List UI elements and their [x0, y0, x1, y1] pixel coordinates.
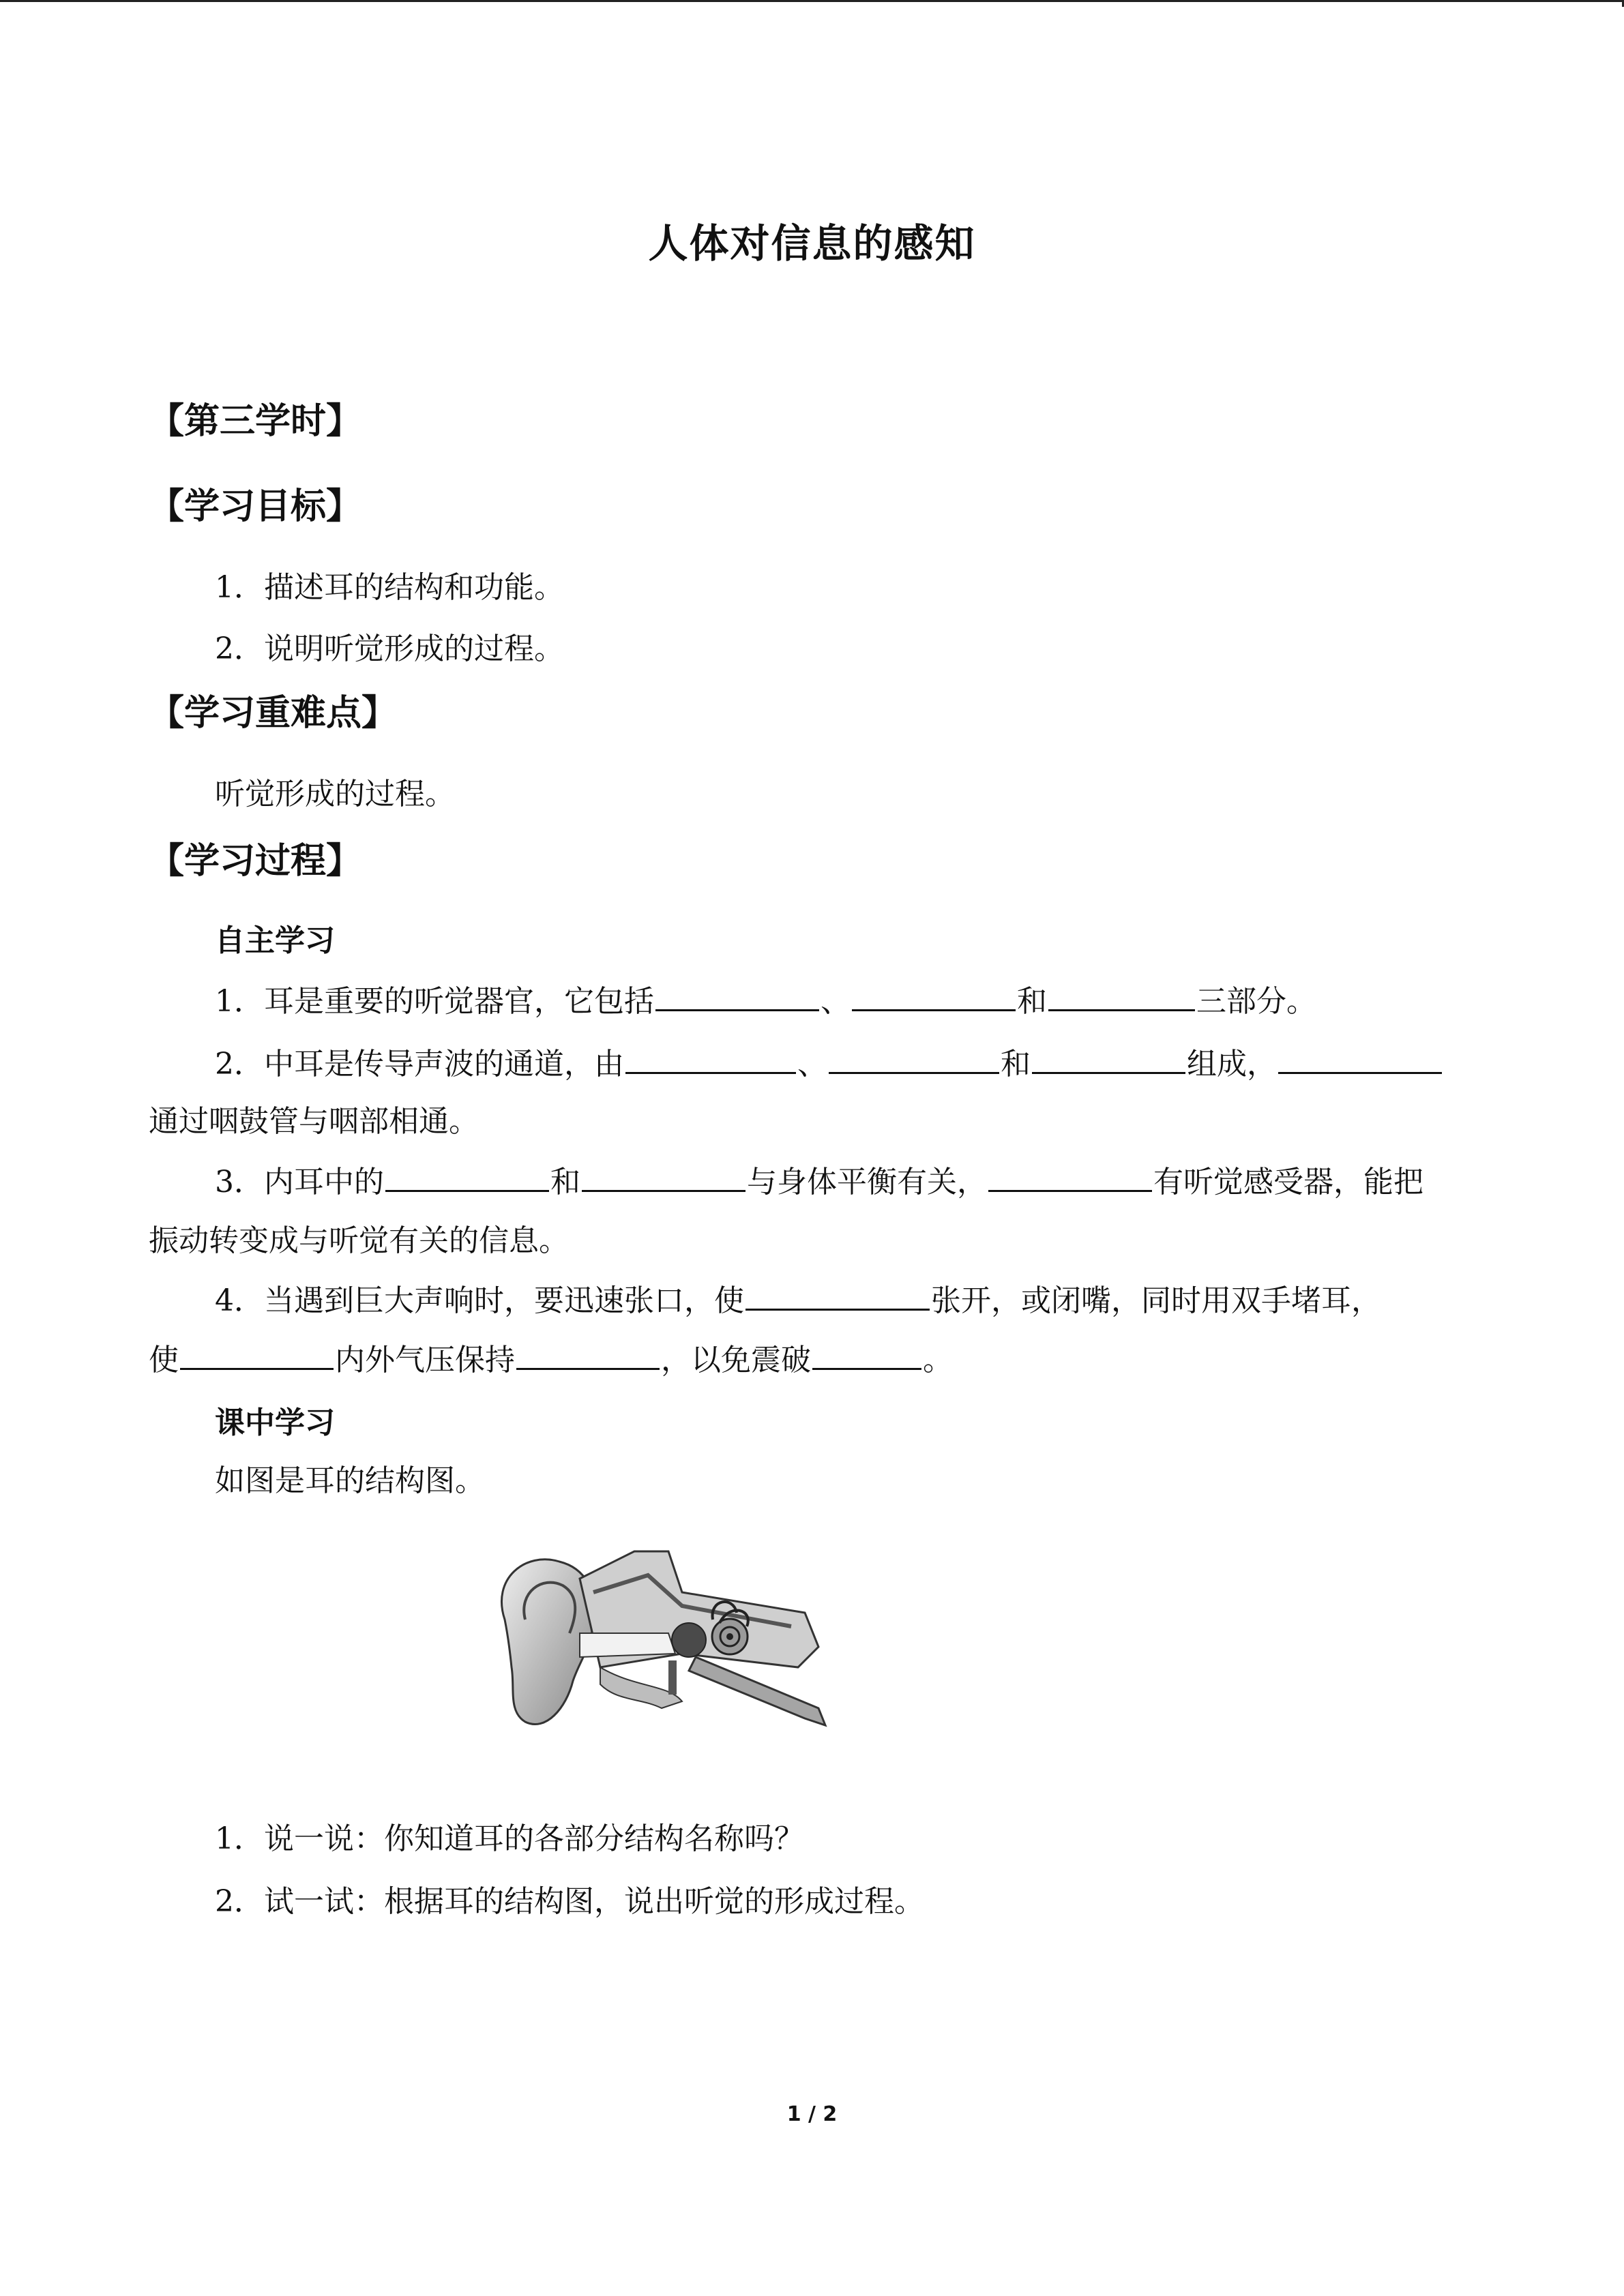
question-3-mid: 与身体平衡有关，	[747, 1165, 987, 1199]
question-1-end: 三部分。	[1196, 984, 1316, 1019]
answer-blank[interactable]	[1278, 1042, 1442, 1074]
question-4-continued	[149, 1335, 953, 1379]
ear-structure-figure	[477, 1538, 839, 1742]
answer-blank[interactable]	[829, 1042, 999, 1074]
answer-blank[interactable]	[745, 1279, 930, 1311]
answer-blank[interactable]	[385, 1160, 549, 1192]
page-top-border	[0, 0, 1624, 2]
objective-item-1: 1．描述耳的结构和功能。	[215, 570, 564, 605]
heading-key-points: 【学习重难点】	[149, 693, 398, 734]
heading-objectives: 【学习目标】	[149, 486, 362, 527]
answer-blank[interactable]	[812, 1338, 921, 1370]
task-item-2: 2．试一试：根据耳的结构图，说出听觉的形成过程。	[215, 1884, 924, 1919]
answer-blank[interactable]	[1048, 979, 1195, 1011]
question-2-text: 2．中耳是传导声波的通道，由	[215, 1047, 624, 1082]
answer-blank[interactable]	[180, 1338, 334, 1370]
answer-blank[interactable]	[1032, 1042, 1185, 1074]
question-4-mid: 张开，或闭嘴，同时用双手堵耳，	[931, 1283, 1381, 1318]
question-4-cont-mid: 内外气压保持	[335, 1343, 515, 1377]
question-4-text: 4．当遇到巨大声响时，要迅速张口，使	[215, 1283, 744, 1318]
question-3	[215, 1157, 1423, 1201]
answer-blank[interactable]	[625, 1042, 796, 1074]
page-number: 1 / 2	[786, 2102, 838, 2126]
ear-diagram-image	[477, 1538, 839, 1742]
question-4-cont-text: ，以免震破	[661, 1343, 811, 1377]
heading-lesson: 【第三学时】	[149, 401, 362, 442]
answer-blank[interactable]	[582, 1160, 745, 1192]
heading-process: 【学习过程】	[149, 841, 362, 882]
question-3-end: 有听觉感受器，能把	[1153, 1165, 1423, 1199]
question-1-sep: 、	[821, 984, 851, 1019]
class-study-heading: 课中学习	[215, 1405, 335, 1440]
task-item-1: 1．说一说：你知道耳的各部分结构名称吗？	[215, 1821, 804, 1856]
question-1-and: 和	[1017, 984, 1047, 1019]
objective-item-2: 2．说明听觉形成的过程。	[215, 631, 564, 666]
answer-blank[interactable]	[852, 979, 1016, 1011]
question-2-continued: 通过咽鼓管与咽部相通。	[149, 1104, 479, 1139]
question-2	[215, 1039, 1443, 1083]
key-point-text: 听觉形成的过程。	[215, 777, 455, 811]
page-title: 人体对信息的感知	[648, 220, 976, 267]
question-4-cont-end: 。	[923, 1343, 953, 1377]
question-2-sep: 、	[797, 1047, 827, 1082]
answer-blank[interactable]	[655, 979, 819, 1011]
question-3-text: 3．内耳中的	[215, 1165, 384, 1199]
question-1	[215, 976, 1316, 1020]
question-4	[215, 1276, 1381, 1320]
answer-blank[interactable]	[988, 1160, 1152, 1192]
question-2-and: 和	[1001, 1047, 1031, 1082]
self-study-heading: 自主学习	[215, 923, 335, 958]
question-4-cont-start: 使	[149, 1343, 179, 1377]
question-1-text: 1．耳是重要的听觉器官，它包括	[215, 984, 654, 1019]
figure-intro: 如图是耳的结构图。	[215, 1463, 485, 1498]
question-2-mid: 组成，	[1187, 1047, 1277, 1082]
question-3-continued: 振动转变成与听觉有关的信息。	[149, 1223, 569, 1258]
answer-blank[interactable]	[516, 1338, 660, 1370]
question-3-and: 和	[550, 1165, 580, 1199]
